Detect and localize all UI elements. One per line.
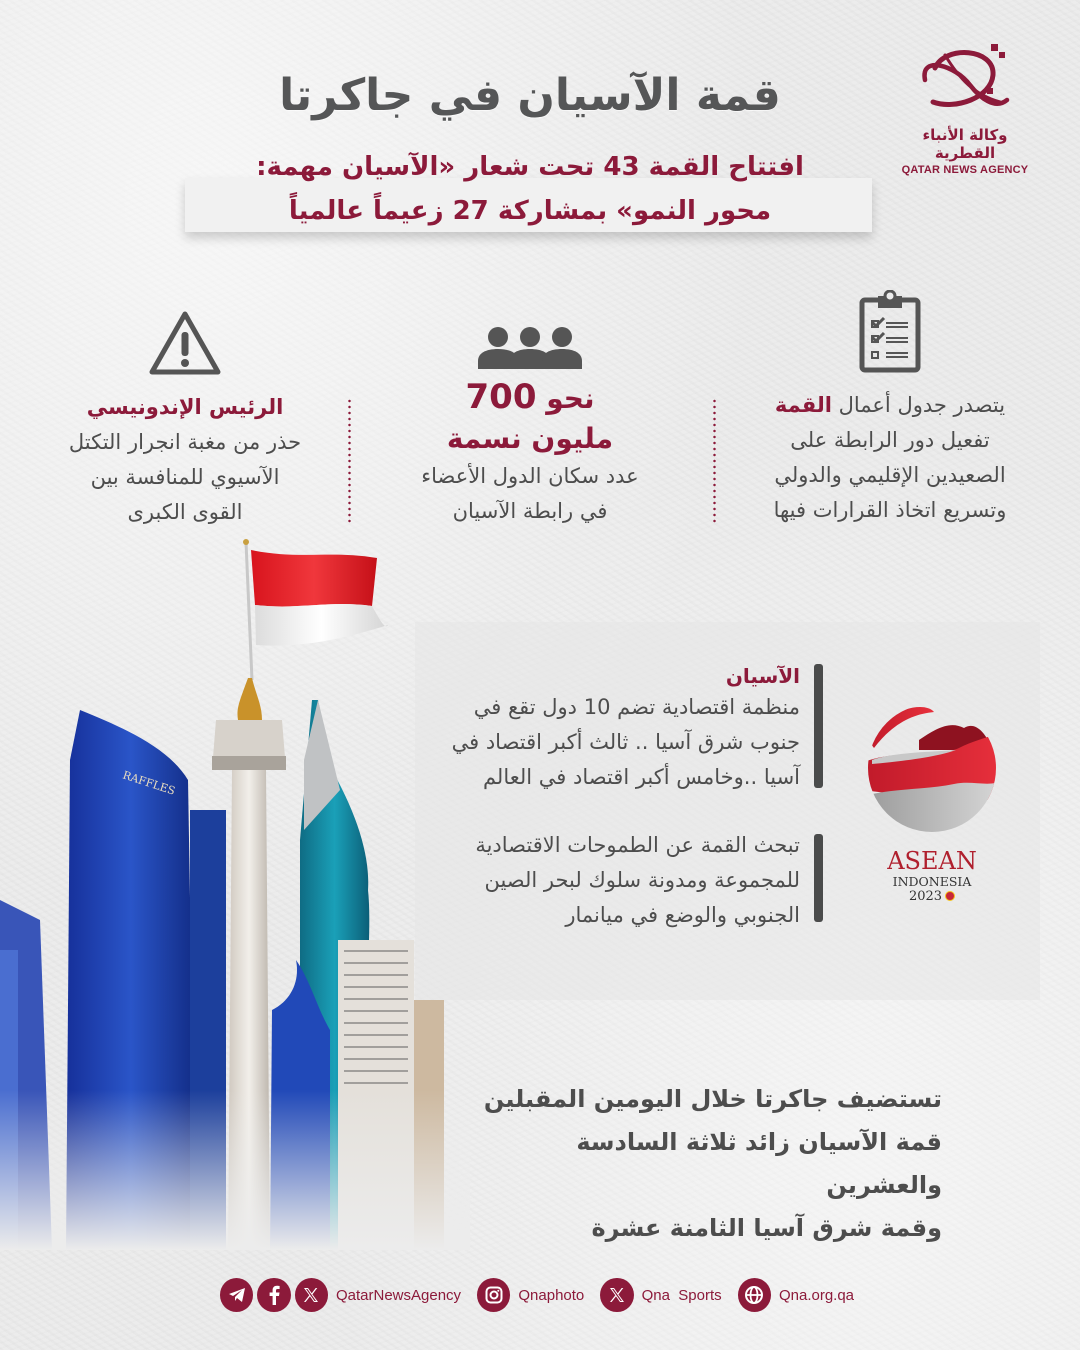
summary-paragraph [470,1078,942,1250]
info-line: جنوب شرق آسيا .. ثالث أكبر اقتصاد في [451,730,800,754]
accent-bar [814,834,823,922]
website-link[interactable]: Qna.org.qa [778,1286,855,1304]
stat-population-line-2: في رابطة الآسيان [452,499,608,523]
dotted-divider [348,398,351,525]
instagram-icon[interactable] [477,1278,510,1312]
stat-population-unit: مليون نسمة [446,422,614,455]
info-line: منظمة اقتصادية تضم 10 دول تقع في [473,695,800,719]
stat-president-line-2: الآسيوي للمنافسة بين [90,465,280,489]
asean-year: 2023 [908,889,943,904]
info-line: تبحث القمة عن الطموحات الاقتصادية [475,833,800,857]
summary-line-2: قمة الآسيان زائد ثلاثة السادسة والعشرين [576,1128,942,1199]
qna-logo [890,40,1040,176]
stat-president [40,310,330,530]
stat-population [380,325,680,529]
asean-badge-icon [945,891,955,901]
stat-agenda-prefix: يتصدر جدول أعمال [838,393,1006,417]
subtitle [180,145,880,233]
asean-year-row [862,889,1002,905]
x-icon[interactable] [600,1278,633,1312]
qna-emblem-icon [915,40,1015,122]
stat-population-number [380,377,680,419]
social-handle-main[interactable]: QatarNewsAgency [335,1286,462,1304]
info-line: الجنوبي والوضع في ميانمار [565,903,800,927]
stat-agenda-highlight: القمة [774,393,832,417]
stat-population-prefix: نحو [546,382,595,415]
social-footer [220,1275,870,1315]
asean-indonesia-logo [862,700,1002,905]
brand-name-arabic: وكالة الأنباء القطرية [922,126,1008,162]
dotted-divider [713,398,716,525]
x-icon[interactable] [295,1278,328,1312]
asean-wordmark: ASEAN [887,847,977,875]
facebook-icon[interactable] [257,1278,290,1312]
info-line: للمجموعة ومدونة سلوك لبحر الصين [484,868,800,892]
globe-icon[interactable] [738,1278,771,1312]
clipboard-checklist-icon [858,290,922,374]
jakarta-skyline-illustration [0,530,470,1250]
page-title: قمة الآسيان في جاكرتا [279,70,781,121]
people-group-icon [478,325,582,369]
social-handle-sports[interactable]: Qna Sports [641,1286,722,1304]
summary-line-1: تستضيف جاكرتا خلال اليومين المقبلين [483,1085,942,1113]
raffles-sign: RAFFLES [121,768,177,798]
subtitle-line-1: افتتاح القمة 43 تحت شعار «الآسيان مهمة: [256,152,804,182]
stat-president-line-3: القوى الكبرى [127,500,243,524]
info-block-asean [420,662,800,795]
stat-agenda-line-1 [740,388,1040,423]
stat-population-value: 700 [465,377,537,417]
stat-agenda-line-4: وتسريع اتخاذ القرارات فيها [773,498,1007,522]
telegram-icon[interactable] [220,1278,253,1312]
warning-triangle-icon [148,310,222,376]
summary-line-3: وقمة شرق آسيا الثامنة عشرة [591,1214,942,1242]
asean-emblem-icon [864,700,1000,836]
brand-name-english: QATAR NEWS AGENCY [901,164,1029,176]
stat-agenda-line-2: تفعيل دور الرابطة على [790,428,990,452]
info-heading: الآسيان [725,664,800,688]
asean-country: INDONESIA [892,874,972,889]
social-handle-photo[interactable]: Qnaphoto [518,1286,585,1304]
stat-president-line-1: حذر من مغبة انجرار التكتل [68,430,302,454]
stat-population-line-1: عدد سكان الدول الأعضاء [421,464,639,488]
stat-agenda-line-3: الصعيدين الإقليمي والدولي [774,463,1006,487]
skyline-graphic [0,530,470,1250]
subtitle-line-2: محور النمو» بمشاركة 27 زعيماً عالمياً [288,196,772,226]
info-line: آسيا ..وخامس أكبر اقتصاد في العالم [482,765,800,789]
stat-agenda [740,290,1040,528]
accent-bar [814,664,823,788]
info-block-summit [420,828,800,933]
stat-president-heading: الرئيس الإندونيسي [86,395,284,419]
